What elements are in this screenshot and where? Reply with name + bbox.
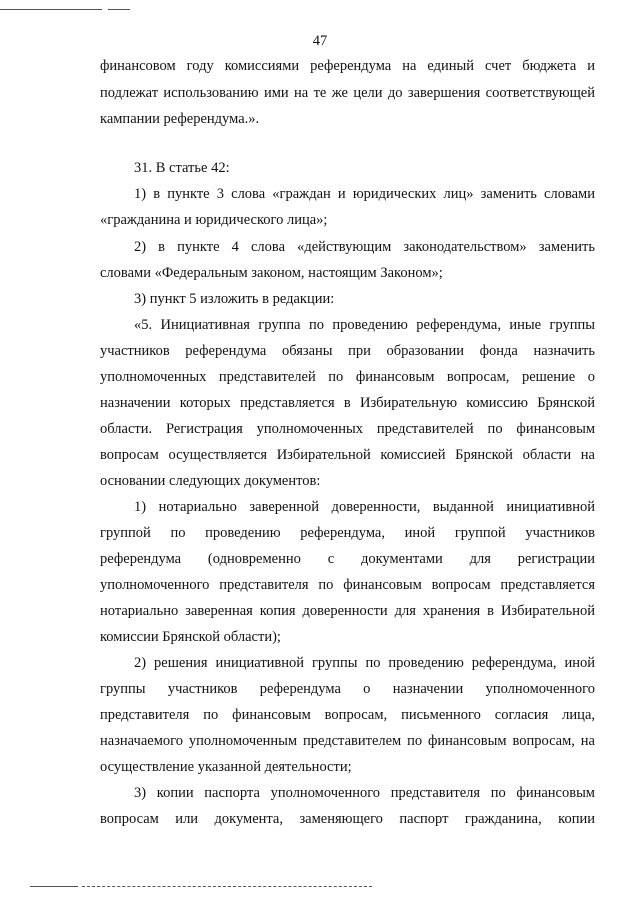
text-line: участников референдума обязаны при образовании фонда назначить (100, 343, 595, 359)
text-line: словами «Федеральным законом, настоящим Законом»; (100, 265, 443, 281)
text-line: «5. Инициативная группа по проведению референдума, иные группы (134, 317, 595, 333)
section-heading: 31. В статье 42: (134, 160, 230, 176)
text-line: основании следующих документов: (100, 473, 321, 489)
header-rule (0, 9, 102, 10)
text-line: подлежат использованию ими на те же цели до завершения соответствующей (100, 85, 595, 101)
text-line: референдума (одновременно с документами для регистрации (100, 551, 595, 567)
text-line: 3) пункт 5 изложить в редакции: (134, 291, 335, 307)
text-line: группой по проведению референдума, иной группой участников (100, 525, 595, 541)
text-line: представителя по финансовым вопросам, письменного согласия лица, (100, 707, 595, 723)
text-line: 3) копии паспорта уполномоченного представителя по финансовым (134, 785, 595, 801)
text-line: финансовом году комиссиями референдума на единый счет бюджета и (100, 58, 595, 74)
text-line: области. Регистрация уполномоченных представителей по финансовым (100, 421, 595, 437)
text-line: уполномоченных представителей по финансовым вопросам, решение о (100, 369, 595, 385)
footer-rule-dashed (82, 886, 372, 887)
text-line: осуществление указанной деятельности; (100, 759, 352, 775)
text-line: уполномоченного представителя по финансовым вопросам представляется (100, 577, 595, 593)
text-line: назначаемого уполномоченным представителем по финансовым вопросам, на (100, 733, 595, 749)
page-number: 47 (312, 33, 328, 49)
text-line: вопросам осуществляется Избирательной комиссией Брянской области на (100, 447, 595, 463)
text-line: 2) решения инициативной группы по проведению референдума, иной (134, 655, 595, 671)
text-line: 2) в пункте 4 слова «действующим законодательством» заменить (134, 239, 595, 255)
footer-rule (30, 886, 78, 887)
text-line: 1) в пункте 3 слова «граждан и юридических лиц» заменить словами (134, 186, 595, 202)
text-line: комиссии Брянской области); (100, 629, 281, 645)
text-line: «гражданина и юридического лица»; (100, 212, 328, 228)
text-line: нотариально заверенная копия доверенности для хранения в Избирательной (100, 603, 595, 619)
text-line: кампании референдума.». (100, 111, 260, 127)
text-line: назначении которых представляется в Избирательную комиссию Брянской (100, 395, 595, 411)
text-line: группы участников референдума о назначении уполномоченного (100, 681, 595, 697)
text-line: вопросам или документа, заменяющего паспорт гражданина, копии (100, 811, 595, 827)
header-rule-short (108, 9, 130, 10)
text-line: 1) нотариально заверенной доверенности, выданной инициативной (134, 499, 595, 515)
